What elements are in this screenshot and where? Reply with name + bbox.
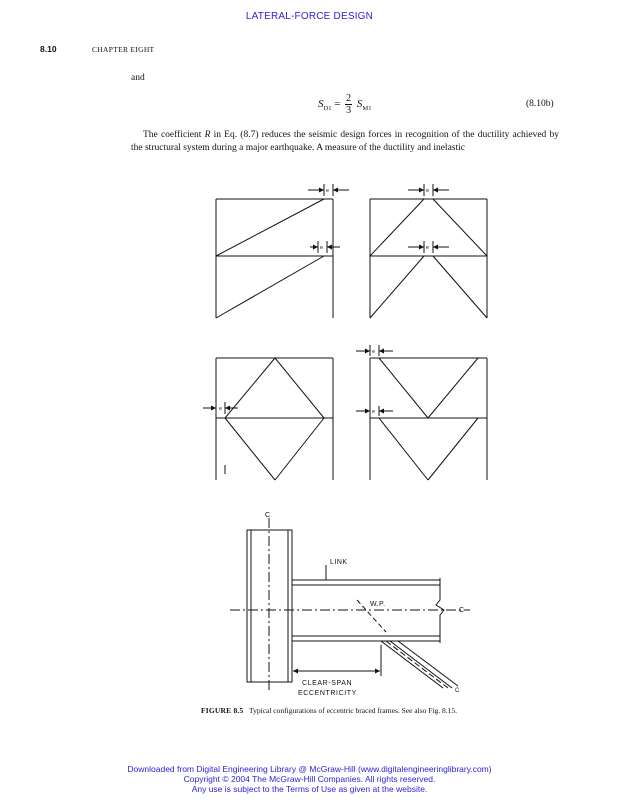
- para-text-2: in Eq. (8.7) reduces the seismic design forces in recognition of the ductility achieved by the structural system during a major earthquake. A measure of the ductility and inelastic: [131, 130, 559, 153]
- detail-column: [247, 530, 292, 682]
- frame-4-brace-1: [379, 358, 428, 418]
- frame-2-dim-label-top: e: [426, 188, 430, 194]
- frame-3-dim-label: e: [219, 406, 223, 412]
- brace-flange-2: [381, 641, 443, 688]
- link-label: LINK: [330, 559, 348, 566]
- detail-centerline-label-right: C: [459, 607, 465, 614]
- frame-1-dim-label-top: e: [326, 188, 330, 194]
- brace-flange-1: [390, 641, 452, 688]
- footer-download-link[interactable]: Downloaded from Digital Engineering Library @ McGraw-Hill (www.digitalengineeringlibrary.com): [127, 764, 492, 774]
- frame-2-brace-4: [433, 256, 487, 318]
- frame-2-dim-label-mid: e: [426, 245, 430, 251]
- eq-lhs-sub: D1: [323, 105, 332, 113]
- frame-4-dim-label-top: e: [372, 349, 376, 355]
- frame-3-link-dim: [203, 402, 238, 474]
- eq-lhs: S: [318, 98, 324, 111]
- frame-4-dim-label-mid: e: [372, 409, 376, 415]
- frame-3-brace-2: [275, 358, 324, 418]
- frame-2: [370, 184, 487, 318]
- page-number: 8.10: [40, 44, 57, 54]
- figure-caption-label: FIGURE 8.5: [201, 706, 244, 715]
- frame-2-brace-3: [370, 256, 424, 318]
- running-header: LATERAL-FORCE DESIGN: [245, 11, 374, 22]
- eq-denominator: 3: [346, 105, 352, 116]
- frame-4-brace-2: [428, 358, 478, 418]
- footer-terms-link[interactable]: Any use is subject to the Terms of Use as given at the website.: [191, 784, 428, 794]
- frame-3-brace-3: [225, 418, 275, 480]
- eq-rhs-sub: M1: [362, 105, 372, 113]
- frame-4-link-dim-mid: [356, 406, 393, 416]
- frame-3-brace-4: [275, 418, 324, 480]
- para-text-1: The coefficient: [143, 130, 205, 140]
- brace-centerline-label: C: [455, 688, 460, 694]
- frame-1-link-dim-mid: [310, 241, 340, 253]
- frame-4-link-dim-top: [356, 345, 393, 356]
- frame-4-brace-3: [379, 418, 428, 480]
- frame-1-dim-label-mid: e: [320, 245, 324, 251]
- eq-numerator: 2: [346, 93, 352, 104]
- frame-2-link-dim-mid: [408, 241, 449, 253]
- frame-3-brace-1: [225, 358, 275, 418]
- frame-2-link-dim-top: [408, 184, 449, 196]
- eq-equals: =: [334, 98, 341, 111]
- frame-1: [216, 184, 349, 318]
- brace-flange-3: [398, 641, 458, 686]
- link-detail: [230, 512, 470, 697]
- frame-4-brace-4: [428, 418, 478, 480]
- frame-1-brace-upper: [216, 199, 324, 256]
- equation-number: (8.10b): [526, 99, 554, 109]
- frame-1-brace-lower: [216, 256, 324, 318]
- footer-copyright: Copyright © 2004 The McGraw-Hill Companies. All rights reserved.: [183, 774, 436, 784]
- clear-span-label-1: CLEAR-SPAN: [302, 680, 353, 687]
- frame-4: [356, 345, 487, 480]
- clear-span-label-2: ECCENTRICITY: [298, 690, 357, 697]
- chapter-label: CHAPTER EIGHT: [92, 45, 155, 54]
- wp-label: W.P.: [370, 601, 386, 608]
- figure-caption: [201, 706, 494, 716]
- frame-1-link-dim-top: [308, 184, 349, 196]
- eq-rhs: S: [356, 98, 363, 111]
- frame-3: [203, 358, 333, 480]
- figure-caption-text: Typical configurations of eccentric braced frames. See also Fig. 8.15.: [249, 706, 457, 715]
- detail-centerline-label-top: C: [265, 512, 271, 519]
- intro-word: and: [131, 73, 145, 83]
- brace-centerline: [386, 641, 448, 688]
- para-variable: R: [204, 130, 211, 140]
